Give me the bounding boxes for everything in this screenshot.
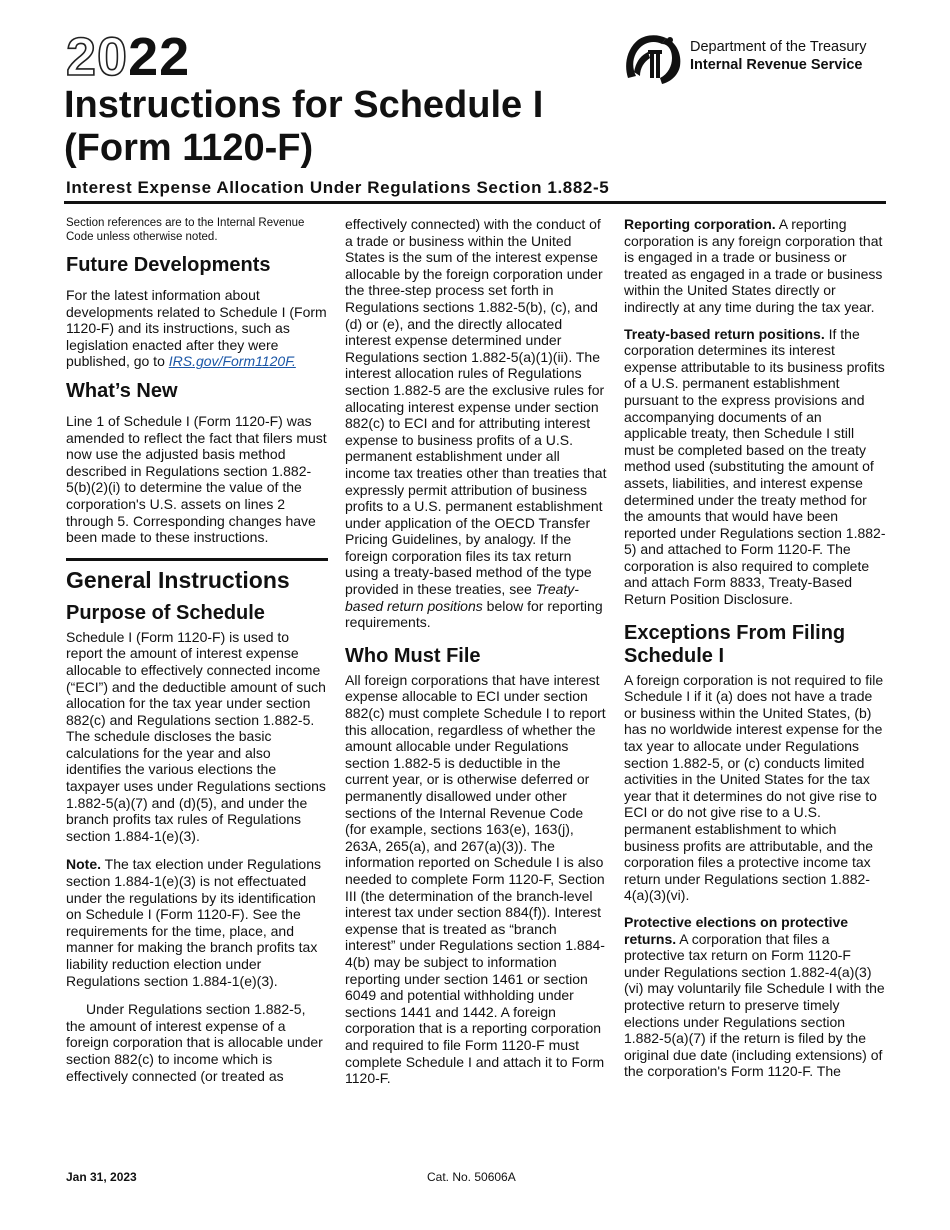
who-must-file-heading: Who Must File — [345, 644, 481, 667]
column-3 — [624, 216, 886, 1088]
treaty-positions-paragraph: Treaty-based return positions. If the corporation determines its interest expense attributable to its business profits of a U.S. permanent establishment pursuant to the express provisions and accompanying documents of an applicable treaty, then Schedule I still must be completed based on the treaty method used (substituting the amount of assets, liabilities, and interest expense determined under the treaty method for the amounts that would have been reported under Regulations section 1.882-5) and attached to Form 1120-F. The corporation is also required to complete and attach Form 8833, Treaty-Based Return Position Disclosure. — [624, 325, 886, 608]
agency-line1: Department of the Treasury — [690, 39, 867, 55]
purpose-heading: Purpose of Schedule — [66, 601, 265, 624]
tax-year-outline: 20 — [66, 27, 129, 87]
ecf-continued-text: effectively connected) with the conduct of a trade or business within the United States is the sum of the interest expense allocable by the foreign corporation under the three-step process set forth in Regulations sections 1.882-5(b), (c), and (d) or (e), and the directly allocated interest expense determined under Regulations section 1.882-5(a)(1)(ii). The interest allocation rules of Regulations section 1.882-5 are the exclusive rules for allocating interest expense under section 882(c) to ECI and for attributing interest expense to business profits of a U.S. permanent establishment under all income tax treaties other than treaties that expressly permit attribution of business profits to a U.S. permanent establishment under application of the OECD Transfer Pricing Guidelines, by analogy. If the foreign corporation files its tax return using a treaty-based method of the type provided in these treaties, see Treaty-based return positions below for reporting requirements. — [345, 216, 607, 631]
document-subtitle: Interest Expense Allocation Under Regulations Section 1.882-5 — [66, 178, 610, 197]
column-1 — [66, 216, 328, 1092]
under-regulations-text: Under Regulations section 1.882-5, the amount of interest expense of a foreign corporation that is allocable under section 882(c) to income which is effectively connected (or treated as — [66, 1001, 323, 1084]
agency-line2: Internal Revenue Service — [690, 57, 863, 73]
agency-name — [690, 38, 867, 74]
intro-note: Section references are to the Internal Revenue Code unless otherwise noted. — [66, 217, 305, 243]
purpose-text: Schedule I (Form 1120-F) is used to report the amount of interest expense allocable to effectively connected income (“ECI”) and the deductible amount of such allocation for the tax year under section 882(c) and Regulations section 1.882-5. The schedule discloses the basic calculations for the year and also identifies the various elections the taxpayer uses under Regulations sections 1.882-5(a)(7) and (d)(5), and under the branch profits tax rules of Regulations section 1.884-1(e)(3). — [66, 628, 326, 844]
exceptions-heading: Exceptions From Filing Schedule I — [624, 621, 846, 667]
protective-elections-paragraph: Protective elections on protective returns. A corporation that files a protective tax return on Form 1120-F under Regulations section 1.882-4(a)(3)(vi) may voluntarily file Schedule I with the protective return to preserve timely elections under Regulations section 1.882-5(a)(7) if the return is filed by the original due date (including extensions) of the corporation's Form 1120-F. The — [624, 913, 885, 1080]
form1120f-link[interactable]: IRS.gov/Form1120F. — [168, 353, 296, 370]
reporting-corporation-paragraph: Reporting corporation. A reporting corporation is any foreign corporation that is engaged in a trade or business or treated as engaged in a trade or business within the United States directly or indirectly at any time during the tax year. — [624, 216, 883, 315]
page-title-line1: Instructions for Schedule I — [64, 84, 544, 126]
future-developments-heading: Future Developments — [66, 254, 271, 276]
revision-date: Jan 31, 2023 — [66, 1170, 137, 1184]
page-title-line2: (Form 1120-F) — [64, 127, 314, 169]
page-title — [64, 84, 624, 170]
future-developments-text: For the latest information about developments related to Schedule I (Form 1120-F) and its instructions, such as legislation enacted after they were published, go to IRS.gov/Form1120F. — [66, 287, 327, 370]
irs-eagle-logo-icon — [622, 32, 686, 86]
tax-year-solid: 22 — [128, 27, 191, 87]
whats-new-text: Line 1 of Schedule I (Form 1120-F) was amended to reflect the fact that filers must now use the adjusted basis method described in Regulations section 1.882-5(b)(2)(i) to determine the value of the corporation's U.S. assets on lines 2 through 5. Corresponding changes have been made to these instructions. — [66, 412, 327, 546]
treaty-reference: Treaty-based return positions — [345, 581, 579, 614]
whats-new-heading: What’s New — [66, 379, 178, 402]
header-divider — [64, 201, 886, 204]
section-divider — [66, 558, 328, 561]
tax-year — [66, 27, 191, 87]
catalog-number: Cat. No. 50606A — [427, 1170, 516, 1184]
general-instructions-heading: General Instructions — [66, 566, 290, 593]
column-2 — [345, 216, 607, 1095]
exceptions-text: A foreign corporation is not required to file Schedule I if it (a) does not have a trade or business within the United States, (b) has no worldwide interest expense for the tax year to allocate under Regulations section 1.882-5, or (c) conducts limited activities in the United States for the tax year that it determines do not give rise to ECI or do not give rise to a U.S. permanent establishment to which business profits are attributable, and the corporation files a protective income tax return under Regulations section 1.882-4(a)(3)(vi). — [624, 671, 884, 904]
note-paragraph: Note. The tax election under Regulations section 1.884-1(e)(3) is not effectuated under the regulations by its identification on Schedule I (Form 1120-F). See the requirements for the time, place, and manner for making the branch profits tax liability reduction election under Regulations section 1.884-1(e)(3). — [66, 856, 321, 989]
who-must-file-text: All foreign corporations that have interest expense allocable to ECI under section 882(c) must complete Schedule I to report this allocation, regardless of whether the amount allocable under Regulations section 1.882-5 is deductible in the current year, or is otherwise deferred or permanently disallowed under other sections of the Internal Revenue Code (for example, sections 163(e), 163(j), 263A, 265(a), and 267(a)(3)). The information reported on Schedule I is also needed to complete Form 1120-F, Section III (the determination of the branch-level interest tax under section 884(f)). Interest expense that is treated as “branch interest” under Regulations section 1.884-4(b) may be subject to information reporting under section 1461 or section 6049 and potential withholding under sections 1441 and 1442. A foreign corporation that is a reporting corporation and required to file Form 1120-F must complete Schedule I and attach it to Form 1120-F. — [345, 671, 606, 1087]
